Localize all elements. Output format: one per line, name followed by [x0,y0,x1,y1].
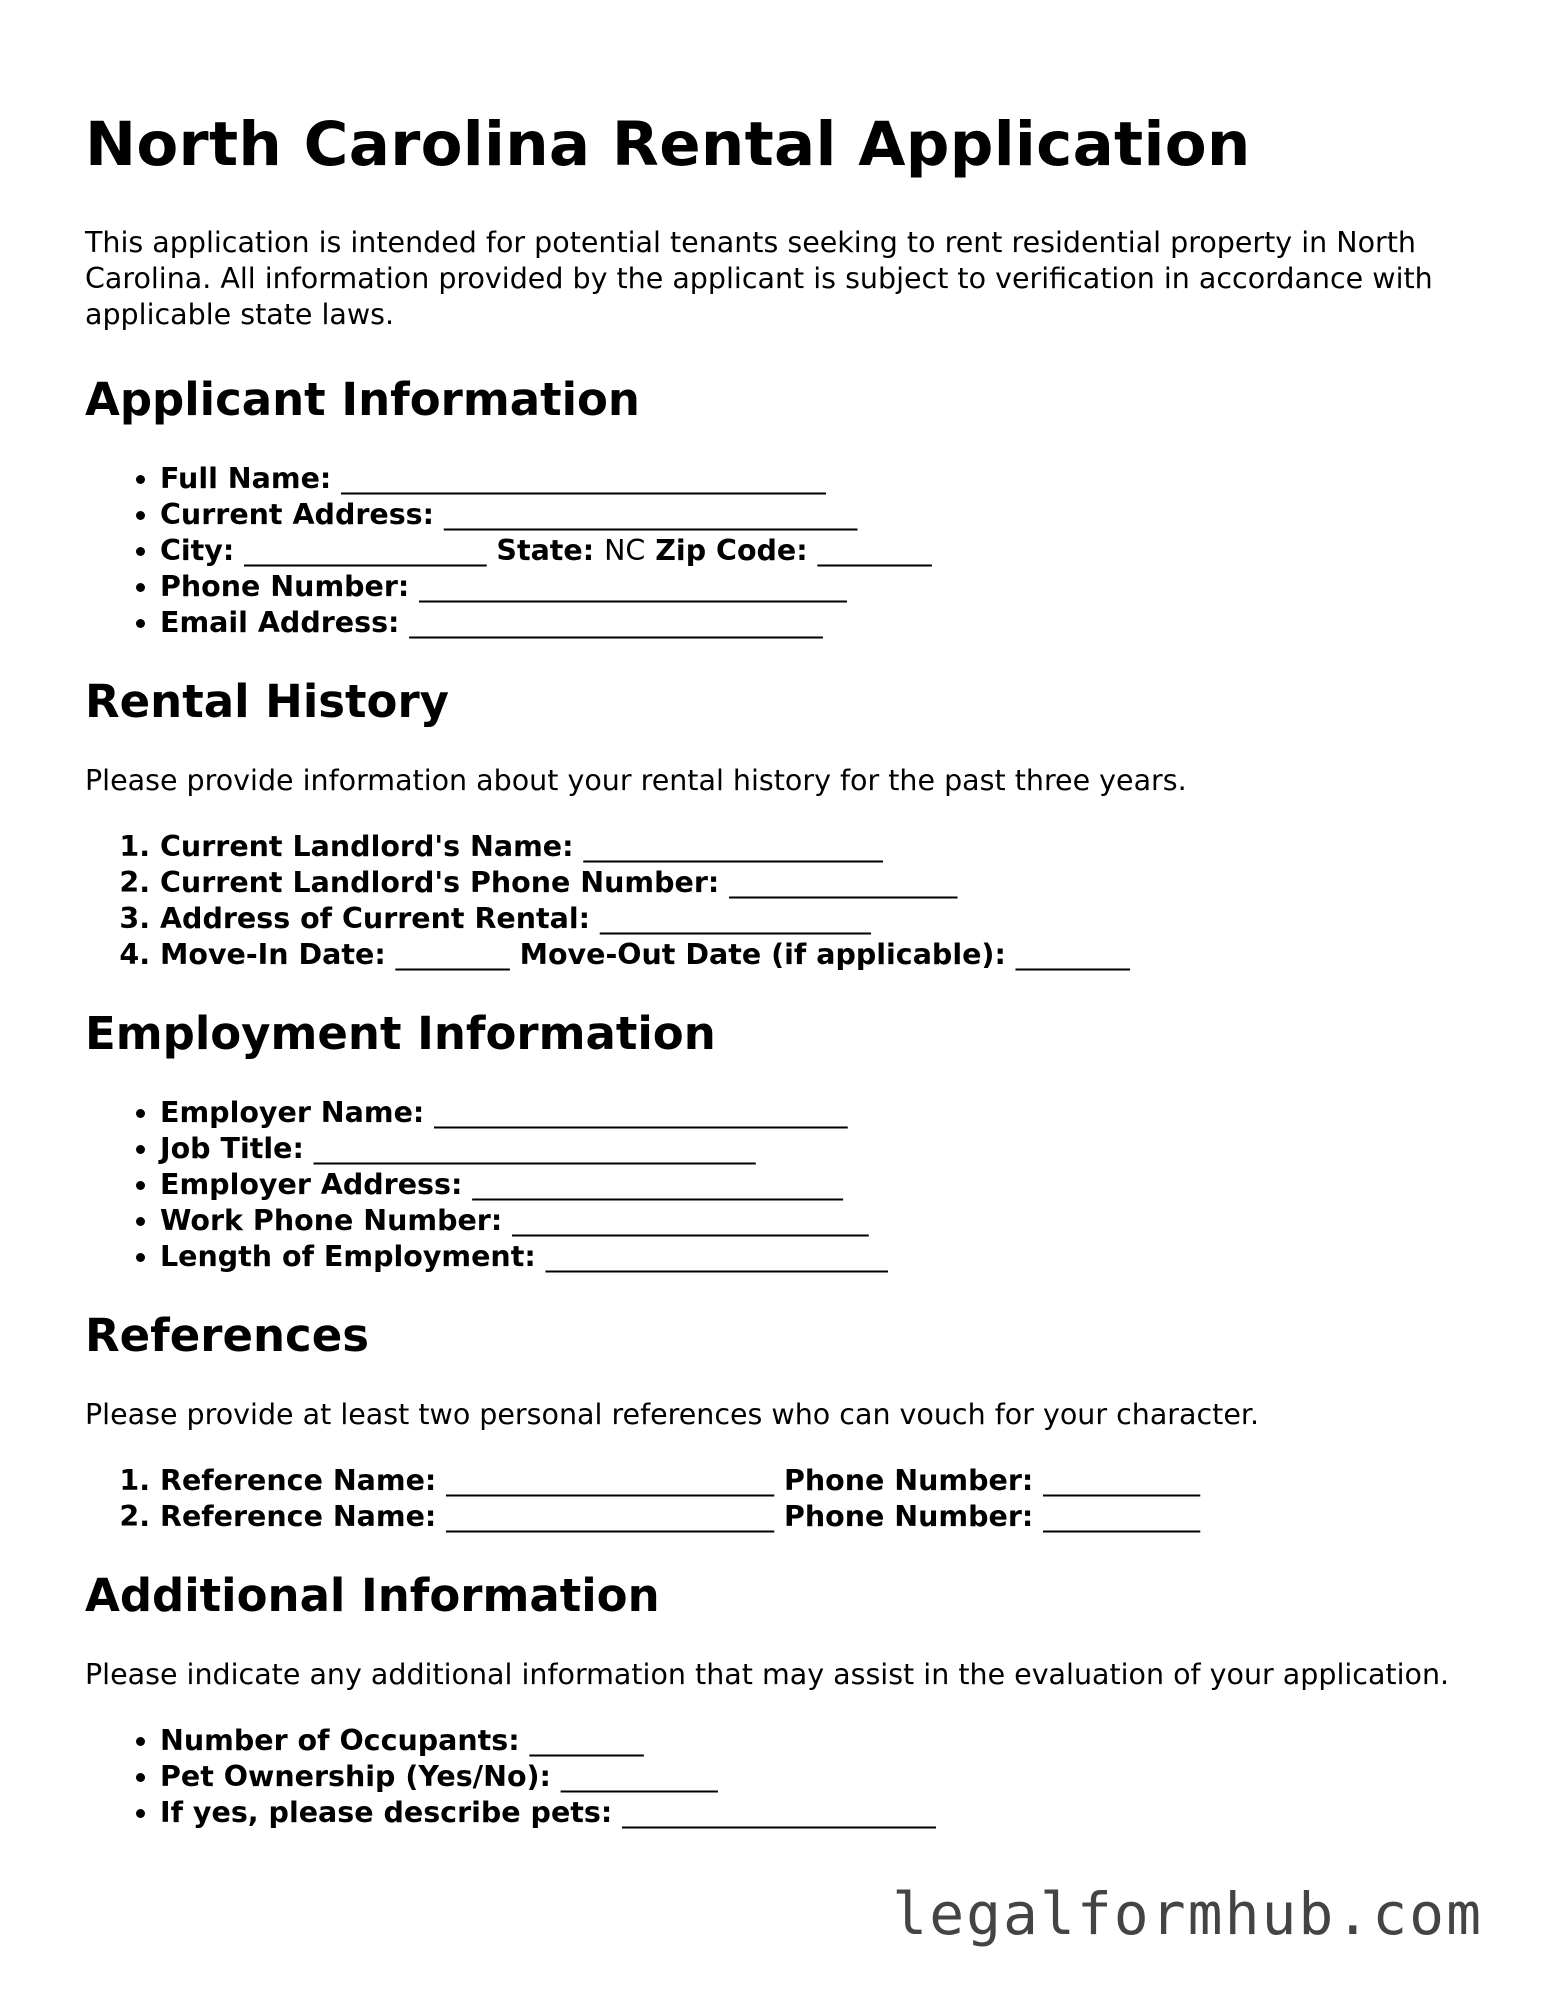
pets-describe-item [160,1795,1465,1831]
reference-2-phone-field[interactable]: ___________ [1043,1500,1200,1534]
intro-paragraph: This application is intended for potential tenants seeking to rent residential property in North Carolina. All information provided by the applicant is subject to verification in accordance with applicable state laws. [85,226,1433,332]
email-label: Email Address: [160,606,400,640]
landlord-name-field[interactable]: _____________________ [583,830,883,864]
full-name-label: Full Name: [160,462,332,496]
work-phone-field[interactable]: _________________________ [512,1204,869,1238]
full-name-item [160,461,1465,497]
phone-label: Phone Number: [160,570,410,604]
job-title-field[interactable]: _______________________________ [313,1132,756,1166]
reference-2-name-label: Reference Name: [160,1500,437,1534]
employer-name-label: Employer Name: [160,1096,425,1130]
landlord-phone-field[interactable]: ________________ [729,866,958,900]
current-address-item [160,497,1465,533]
reference-item-1 [160,1463,1465,1499]
job-title-label: Job Title: [160,1132,304,1166]
pets-describe-label: If yes, please describe pets: [160,1796,613,1830]
references-list [85,1463,1465,1535]
pets-item [160,1759,1465,1795]
rental-history-description: Please provide information about your rental history for the past three years. [85,764,1187,798]
email-field[interactable]: _____________________________ [409,606,823,640]
state-label: State: [496,534,595,568]
current-address-label: Current Address: [160,498,435,532]
state-value: NC [604,534,646,568]
phone-field[interactable]: ______________________________ [419,570,847,604]
pets-describe-field[interactable]: ______________________ [622,1796,936,1830]
email-item [160,605,1465,641]
move-in-label: Move-In Date: [160,938,386,972]
phone-item [160,569,1465,605]
reference-2-name-field[interactable]: _______________________ [446,1500,775,1534]
additional-heading: Additional Information [85,1569,660,1623]
reference-1-phone-field[interactable]: ___________ [1043,1464,1200,1498]
reference-1-name-label: Reference Name: [160,1464,437,1498]
rental-address-label: Address of Current Rental: [160,902,591,936]
rental-history-heading: Rental History [85,675,449,729]
employer-address-label: Employer Address: [160,1168,463,1202]
employer-name-field[interactable]: _____________________________ [434,1096,848,1130]
employer-address-item [160,1167,1465,1203]
full-name-field[interactable]: __________________________________ [341,462,826,496]
occupants-item [160,1723,1465,1759]
move-out-label: Move-Out Date (if applicable): [519,938,1006,972]
rental-history-list [85,829,1465,973]
zip-label: Zip Code: [655,534,808,568]
landlord-name-label: Current Landlord's Name: [160,830,574,864]
additional-description: Please indicate any additional information that may assist in the evaluation of your application. [85,1658,1450,1692]
applicant-list [85,461,1465,641]
move-in-field[interactable]: ________ [395,938,510,972]
reference-1-phone-label: Phone Number: [783,1464,1034,1498]
move-dates-item [160,937,1465,973]
document-page [85,108,1465,1865]
landlord-phone-label: Current Landlord's Phone Number: [160,866,720,900]
reference-item-2 [160,1499,1465,1535]
employment-length-item [160,1239,1465,1275]
employment-length-field[interactable]: ________________________ [545,1240,888,1274]
applicant-heading: Applicant Information [85,373,640,427]
employment-length-label: Length of Employment: [160,1240,536,1274]
employment-list [85,1095,1465,1275]
employer-name-item [160,1095,1465,1131]
landlord-name-item [160,829,1465,865]
additional-list [85,1723,1465,1831]
pets-field[interactable]: ___________ [560,1760,718,1794]
pets-label: Pet Ownership (Yes/No): [160,1760,551,1794]
current-address-field[interactable]: _____________________________ [444,498,858,532]
references-description: Please provide at least two personal references who can vouch for your character. [85,1398,1260,1432]
reference-1-name-field[interactable]: _______________________ [446,1464,775,1498]
landlord-phone-item [160,865,1465,901]
page-title: North Carolina Rental Application [85,109,1251,180]
zip-field[interactable]: ________ [817,534,932,568]
occupants-label: Number of Occupants: [160,1724,520,1758]
employer-address-field[interactable]: __________________________ [472,1168,843,1202]
employment-heading: Employment Information [85,1007,716,1061]
rental-address-item [160,901,1465,937]
move-out-field[interactable]: ________ [1015,938,1130,972]
work-phone-item [160,1203,1465,1239]
references-heading: References [85,1309,369,1363]
city-state-zip-item [160,533,1465,569]
work-phone-label: Work Phone Number: [160,1204,503,1238]
city-label: City: [160,534,235,568]
watermark: legalformhub.com [892,1880,1483,1948]
occupants-field[interactable]: ________ [529,1724,644,1758]
job-title-item [160,1131,1465,1167]
rental-address-field[interactable]: ___________________ [600,902,871,936]
city-field[interactable]: _________________ [244,534,487,568]
reference-2-phone-label: Phone Number: [783,1500,1034,1534]
